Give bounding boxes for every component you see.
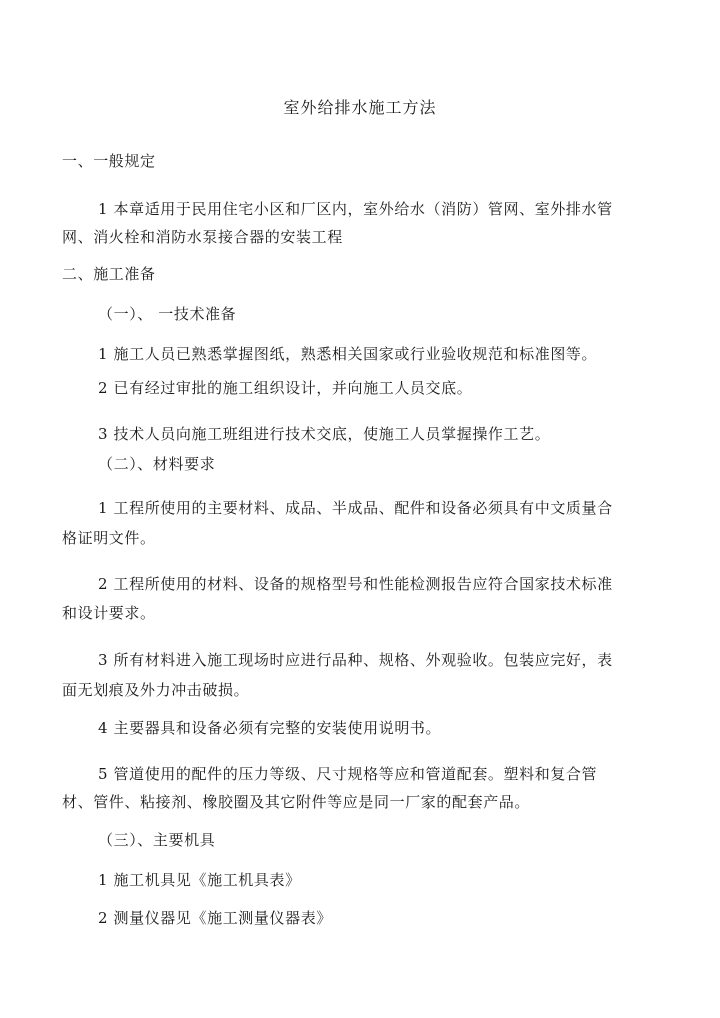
paragraph-material-item5-line1: 5 管道使用的配件的压力等级、尺寸规格等应和管道配套。塑料和复合管	[98, 765, 598, 783]
document-title: 室外给排水施工方法	[283, 98, 437, 117]
paragraph-equipment-item1: 1 施工机具见《施工机具表》	[98, 871, 301, 889]
paragraph-equipment-item2: 2 测量仪器见《施工测量仪器表》	[98, 909, 332, 927]
paragraph-material-item2-line1: 2 工程所使用的材料、设备的规格型号和性能检测报告应符合国家技术标准	[98, 575, 613, 593]
paragraph-material-item2-line2: 和设计要求。	[62, 604, 156, 622]
paragraph-material-item4: 4 主要器具和设备必须有完整的安装使用说明书。	[98, 719, 442, 737]
paragraph-material-item1-line2: 格证明文件。	[62, 529, 156, 547]
section-heading-preparation: 二、施工准备	[62, 265, 156, 283]
paragraph-scope-line2: 网、消火栓和消防水泵接合器的安装工程	[62, 228, 343, 246]
paragraph-material-item3-line1: 3 所有材料进入施工现场时应进行品种、规格、外观验收。包装应完好，表	[98, 651, 613, 669]
paragraph-material-item5-line2: 材、管件、粘接剂、橡胶圈及其它附件等应是同一厂家的配套产品。	[62, 793, 531, 811]
paragraph-tech-item1: 1 施工人员已熟悉掌握图纸，熟悉相关国家或行业验收规范和标准图等。	[98, 345, 598, 363]
paragraph-scope-line1: 1 本章适用于民用住宅小区和厂区内，室外给水（消防）管网、室外排水管	[98, 200, 613, 218]
section-heading-general: 一、一般规定	[62, 152, 156, 170]
subsection-heading-materials: （二）、材料要求	[98, 455, 216, 473]
subsection-heading-equipment: （三）、主要机具	[98, 831, 216, 849]
paragraph-material-item3-line2: 面无划痕及外力冲击破损。	[62, 681, 250, 699]
paragraph-material-item1-line1: 1 工程所使用的主要材料、成品、半成品、配件和设备必须具有中文质量合	[98, 499, 613, 517]
paragraph-tech-item2: 2 已有经过审批的施工组织设计，并向施工人员交底。	[98, 379, 473, 397]
paragraph-tech-item3: 3 技术人员向施工班组进行技术交底，使施工人员掌握操作工艺。	[98, 425, 551, 443]
subsection-heading-technical: （一）、 一技术准备	[98, 305, 237, 323]
